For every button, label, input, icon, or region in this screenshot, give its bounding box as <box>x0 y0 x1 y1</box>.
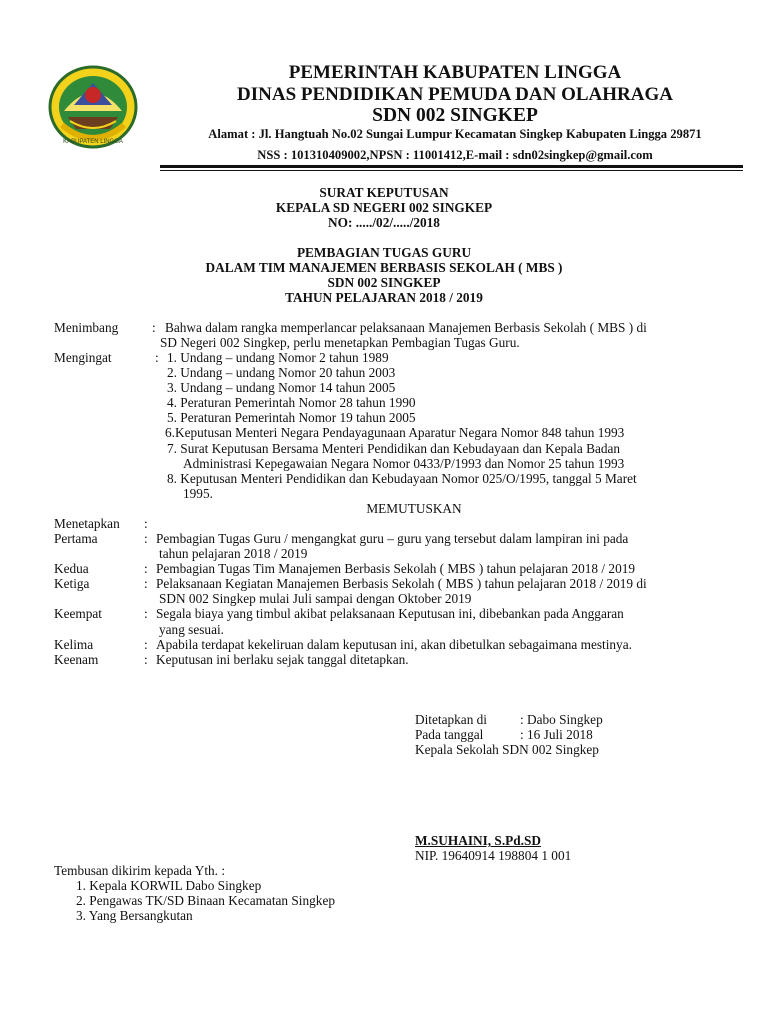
decree-title: SURAT KEPUTUSAN <box>319 185 449 200</box>
signatory-position: Kepala Sekolah SDN 002 Singkep <box>415 742 599 757</box>
letterhead-rule-thin <box>160 170 743 171</box>
pertama-line-2: tahun pelajaran 2018 / 2019 <box>159 546 308 561</box>
menimbang-line-2: SD Negeri 002 Singkep, perlu menetapkan Pembagian Tugas Guru. <box>160 335 520 350</box>
keempat-line-1: Segala biaya yang timbul akibat pelaksanaan Keputusan ini, dibebankan pada Anggaran <box>156 606 624 621</box>
pertama-label: Pertama <box>54 531 98 546</box>
tanggal-label: Pada tanggal <box>415 727 484 742</box>
keempat-label: Keempat <box>54 606 102 621</box>
ketiga-label: Ketiga <box>54 576 90 591</box>
tembusan-item: 2. Pengawas TK/SD Binaan Kecamatan Singkep <box>76 893 335 908</box>
decree-subject-1: PEMBAGIAN TUGAS GURU <box>296 245 472 260</box>
mengingat-item: 4. Peraturan Pemerintah Nomor 28 tahun 1990 <box>167 395 416 410</box>
menetapkan-colon: : <box>144 516 148 531</box>
keenam-line-1: Keputusan ini berlaku sejak tanggal ditetapkan. <box>156 652 409 667</box>
decree-issuer: KEPALA SD NEGERI 002 SINGKEP <box>275 200 493 215</box>
mengingat-label: Mengingat <box>54 350 112 365</box>
ketiga-line-2: SDN 002 Singkep mulai Juli sampai dengan Oktober 2019 <box>159 591 472 606</box>
decree-number: NO: ...../02/...../2018 <box>328 215 440 230</box>
kedua-label: Kedua <box>54 561 89 576</box>
kelima-colon: : <box>144 637 148 652</box>
mengingat-colon: : <box>155 350 159 365</box>
mengingat-item: 8. Keputusan Menteri Pendidikan dan Kebudayaan Nomor 025/O/1995, tanggal 5 Maret <box>167 471 637 486</box>
kabupaten-lingga-logo-icon <box>48 65 138 151</box>
tembusan-item: 3. Yang Bersangkutan <box>76 908 193 923</box>
tembusan-title: Tembusan dikirim kepada Yth. : <box>54 863 226 878</box>
keempat-line-2: yang sesuai. <box>159 622 224 637</box>
letterhead-department: DINAS PENDIDIKAN PEMUDA DAN OLAHRAGA <box>237 84 673 105</box>
letterhead-address: Alamat : Jl. Hangtuah No.02 Sungai Lumpur Kecamatan Singkep Kabupaten Lingga 29871 <box>208 127 702 141</box>
mengingat-item: 5. Peraturan Pemerintah Nomor 19 tahun 2005 <box>167 410 416 425</box>
letterhead-government: PEMERINTAH KABUPATEN LINGGA <box>288 62 622 83</box>
menimbang-label: Menimbang <box>54 320 119 335</box>
kedua-line-1: Pembagian Tugas Tim Manajemen Berbasis Sekolah ( MBS ) tahun pelajaran 2018 / 2019 <box>156 561 636 576</box>
decree-subject-2: DALAM TIM MANAJEMEN BERBASIS SEKOLAH ( MBS ) <box>205 260 563 275</box>
mengingat-item: 1. Undang – undang Nomor 2 tahun 1989 <box>167 350 389 365</box>
mengingat-item: 1995. <box>183 486 213 501</box>
keenam-label: Keenam <box>54 652 99 667</box>
letterhead-school: SDN 002 SINGKEP <box>372 105 538 126</box>
memutuskan-heading: MEMUTUSKAN <box>366 501 462 516</box>
menimbang-line-1: Bahwa dalam rangka memperlancar pelaksanaan Manajemen Berbasis Sekolah ( MBS ) di <box>165 320 647 335</box>
mengingat-item: 3. Undang – undang Nomor 14 tahun 2005 <box>167 380 396 395</box>
mengingat-item: 7. Surat Keputusan Bersama Menteri Pendidikan dan Kebudayaan dan Kepala Badan <box>167 441 621 456</box>
decree-subject-4: TAHUN PELAJARAN 2018 / 2019 <box>285 290 483 305</box>
ketiga-colon: : <box>144 576 148 591</box>
tanggal-value: : 16 Juli 2018 <box>520 727 593 742</box>
mengingat-item: 6.Keputusan Menteri Negara Pendayagunaan Aparatur Negara Nomor 848 tahun 1993 <box>165 425 625 440</box>
ditetapkan-value: : Dabo Singkep <box>520 712 603 727</box>
pertama-line-1: Pembagian Tugas Guru / mengangkat guru – guru yang tersebut dalam lampiran ini pada <box>156 531 629 546</box>
keempat-colon: : <box>144 606 148 621</box>
tembusan-item: 1. Kepala KORWIL Dabo Singkep <box>76 878 262 893</box>
decree-subject-3: SDN 002 SINGKEP <box>327 275 441 290</box>
menetapkan-label: Menetapkan <box>54 516 120 531</box>
ditetapkan-label: Ditetapkan di <box>415 712 488 727</box>
signatory-nip: NIP. 19640914 198804 1 001 <box>415 848 572 863</box>
pertama-colon: : <box>144 531 148 546</box>
kedua-colon: : <box>144 561 148 576</box>
signatory-name: M.SUHAINI, S.Pd.SD <box>415 833 541 848</box>
mengingat-item: 2. Undang – undang Nomor 20 tahun 2003 <box>167 365 396 380</box>
mengingat-item: Administrasi Kepegawaian Negara Nomor 0433/P/1993 dan Nomor 25 tahun 1993 <box>183 456 625 471</box>
kelima-line-1: Apabila terdapat kekeliruan dalam keputusan ini, akan dibetulkan sebagaimana mestinya. <box>156 637 632 652</box>
kelima-label: Kelima <box>54 637 94 652</box>
logo-text: KABUPATEN LINGGA <box>63 139 123 145</box>
letterhead-ids: NSS : 101310409002,NPSN : 11001412,E-mail : sdn02singkep@gmail.com <box>257 148 653 162</box>
menimbang-colon: : <box>152 320 156 335</box>
keenam-colon: : <box>144 652 148 667</box>
ketiga-line-1: Pelaksanaan Kegiatan Manajemen Berbasis Sekolah ( MBS ) tahun pelajaran 2018 / 2019 di <box>156 576 647 591</box>
letterhead-rule-thick <box>160 165 743 168</box>
